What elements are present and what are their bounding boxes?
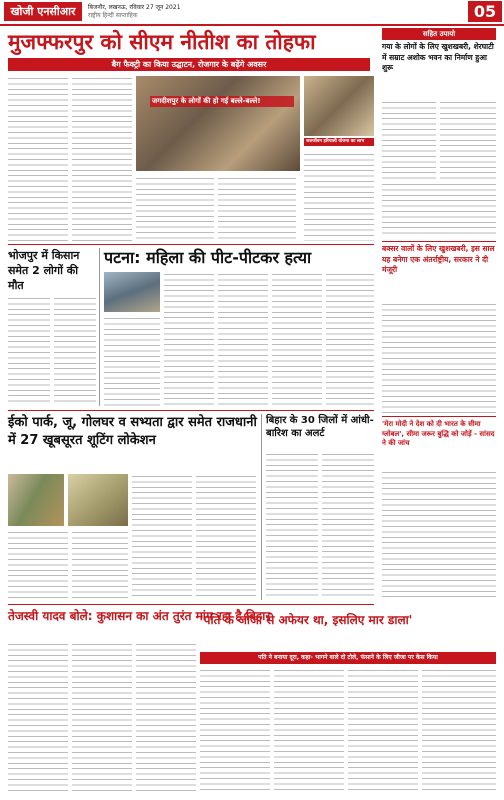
weather-headline: बिहार के 30 जिलों में आंधी-बारिश का अलर्ट bbox=[266, 415, 374, 439]
divider bbox=[382, 416, 496, 417]
patni-text-3 bbox=[348, 668, 418, 794]
dateline-sub: राष्ट्रीय हिन्दी साप्ताहिक bbox=[88, 12, 138, 19]
patna-photo bbox=[104, 272, 160, 312]
sidebar-story3-text bbox=[382, 470, 496, 600]
patni-banner bbox=[200, 610, 496, 794]
patna-headline: पटना: महिला की पीट-पीटकर हत्या bbox=[104, 248, 312, 267]
lead-headline: मुजफ्फरपुर को सीएम नीतीश का तोहफा bbox=[8, 30, 316, 54]
tejashwi-headline: तेजस्वी यादव बोले: कुशासन का अंत तुरंत मांग रहा है बिहार bbox=[8, 609, 271, 623]
sidebar-story1-headline: गया के लोगों के लिए खुशखबरी, शेरघाटी में सम्राट अशोक भवन का निर्माण हुआ शुरू bbox=[382, 42, 494, 72]
ekko-text-2 bbox=[72, 530, 128, 600]
sidebar-story3-headline: 'मेरा मोदी ने देश को दी भारत के सीमा ग्लोबल', सीमा जरूर बुद्धि को जोड़ें - सांसद ने की जांच bbox=[382, 420, 495, 447]
dateline-main: बिजनौर, लखनऊ, रविवार 27 जून 2021 bbox=[88, 4, 181, 11]
patni-strap: पति ने बनाया दूरा, कहा- भागने वाले दो टोले, फंसाने के लिए जीजा पर केस किया bbox=[200, 652, 496, 664]
lead-text-col-2 bbox=[72, 76, 132, 241]
sidebar-story1-text-1 bbox=[382, 100, 436, 180]
patni-text-1 bbox=[200, 668, 270, 794]
patna-text-4 bbox=[326, 272, 374, 406]
sidebar-story1-text-2 bbox=[440, 100, 496, 180]
lead-side-photo bbox=[304, 76, 374, 136]
ekko-text-1 bbox=[8, 530, 68, 600]
patni-text-4 bbox=[422, 668, 496, 794]
lead-text-col-3 bbox=[136, 176, 214, 241]
ekko-photo-2 bbox=[68, 474, 128, 526]
patni-headline: 'पति के जीजा से अफेयर था, इसलिए मार डाला' bbox=[200, 613, 413, 627]
bhojpur-text-1 bbox=[8, 296, 50, 406]
divider bbox=[8, 410, 374, 411]
ekko-text-4 bbox=[196, 474, 256, 600]
ekko-headline: ईको पार्क, जू, गोलघर व सभ्यता द्वार समेत राजधानी में 27 खूबसूरत शूटिंग लोकेशन bbox=[8, 415, 257, 448]
tejashwi-text-3 bbox=[136, 642, 196, 794]
dateline bbox=[88, 4, 378, 20]
patna-text-3 bbox=[272, 272, 322, 406]
lead-side-caption: जलजीवन हरियाली योजना का लाभ bbox=[304, 138, 374, 146]
patna-text-0 bbox=[104, 316, 160, 406]
lead-text-col-1 bbox=[8, 76, 68, 241]
weather-text-1 bbox=[266, 452, 318, 600]
sidebar-story2-headline: बक्सर वालों के लिए खुशखबरी, इस साल यह बनेगा एक अंतर्राष्ट्रीय, सरकार ने दी मंजूरी bbox=[382, 244, 495, 274]
ekko-text-3 bbox=[132, 474, 192, 600]
patni-text-2 bbox=[274, 668, 344, 794]
weather-text-2 bbox=[322, 452, 374, 600]
tejashwi-text-1 bbox=[8, 642, 68, 794]
lead-text-col-5 bbox=[304, 152, 374, 241]
lead-strap: बैग फैक्ट्री का किया उद्घाटन, रोजगार के बढ़ेंगे अवसर bbox=[8, 58, 370, 71]
ekko-photo-1 bbox=[8, 474, 64, 526]
divider bbox=[8, 604, 374, 605]
bhojpur-headline: भोजपुर में किसान समेत 2 लोगों की मौत bbox=[8, 249, 80, 292]
lead-photo-caption: जगदीशपुर के लोगों की हो गई बल्ले-बल्ले! bbox=[150, 96, 294, 107]
bhojpur-text-2 bbox=[54, 296, 96, 406]
patna-text-1 bbox=[164, 272, 214, 406]
sidebar-story2-text bbox=[382, 302, 496, 414]
divider bbox=[261, 414, 262, 600]
divider bbox=[382, 241, 496, 242]
brand-logo: खोजी एनसीआर bbox=[4, 2, 82, 21]
page-number: 05 bbox=[468, 1, 502, 22]
tejashwi-text-2 bbox=[72, 642, 132, 794]
divider bbox=[99, 248, 100, 406]
patna-text-2 bbox=[218, 272, 268, 406]
lead-text-col-4 bbox=[218, 176, 296, 241]
sidebar-tag: सहित उपायो bbox=[382, 28, 496, 40]
sidebar-story1-text-3 bbox=[382, 182, 496, 238]
divider bbox=[8, 244, 374, 245]
lead-photo bbox=[136, 76, 300, 171]
